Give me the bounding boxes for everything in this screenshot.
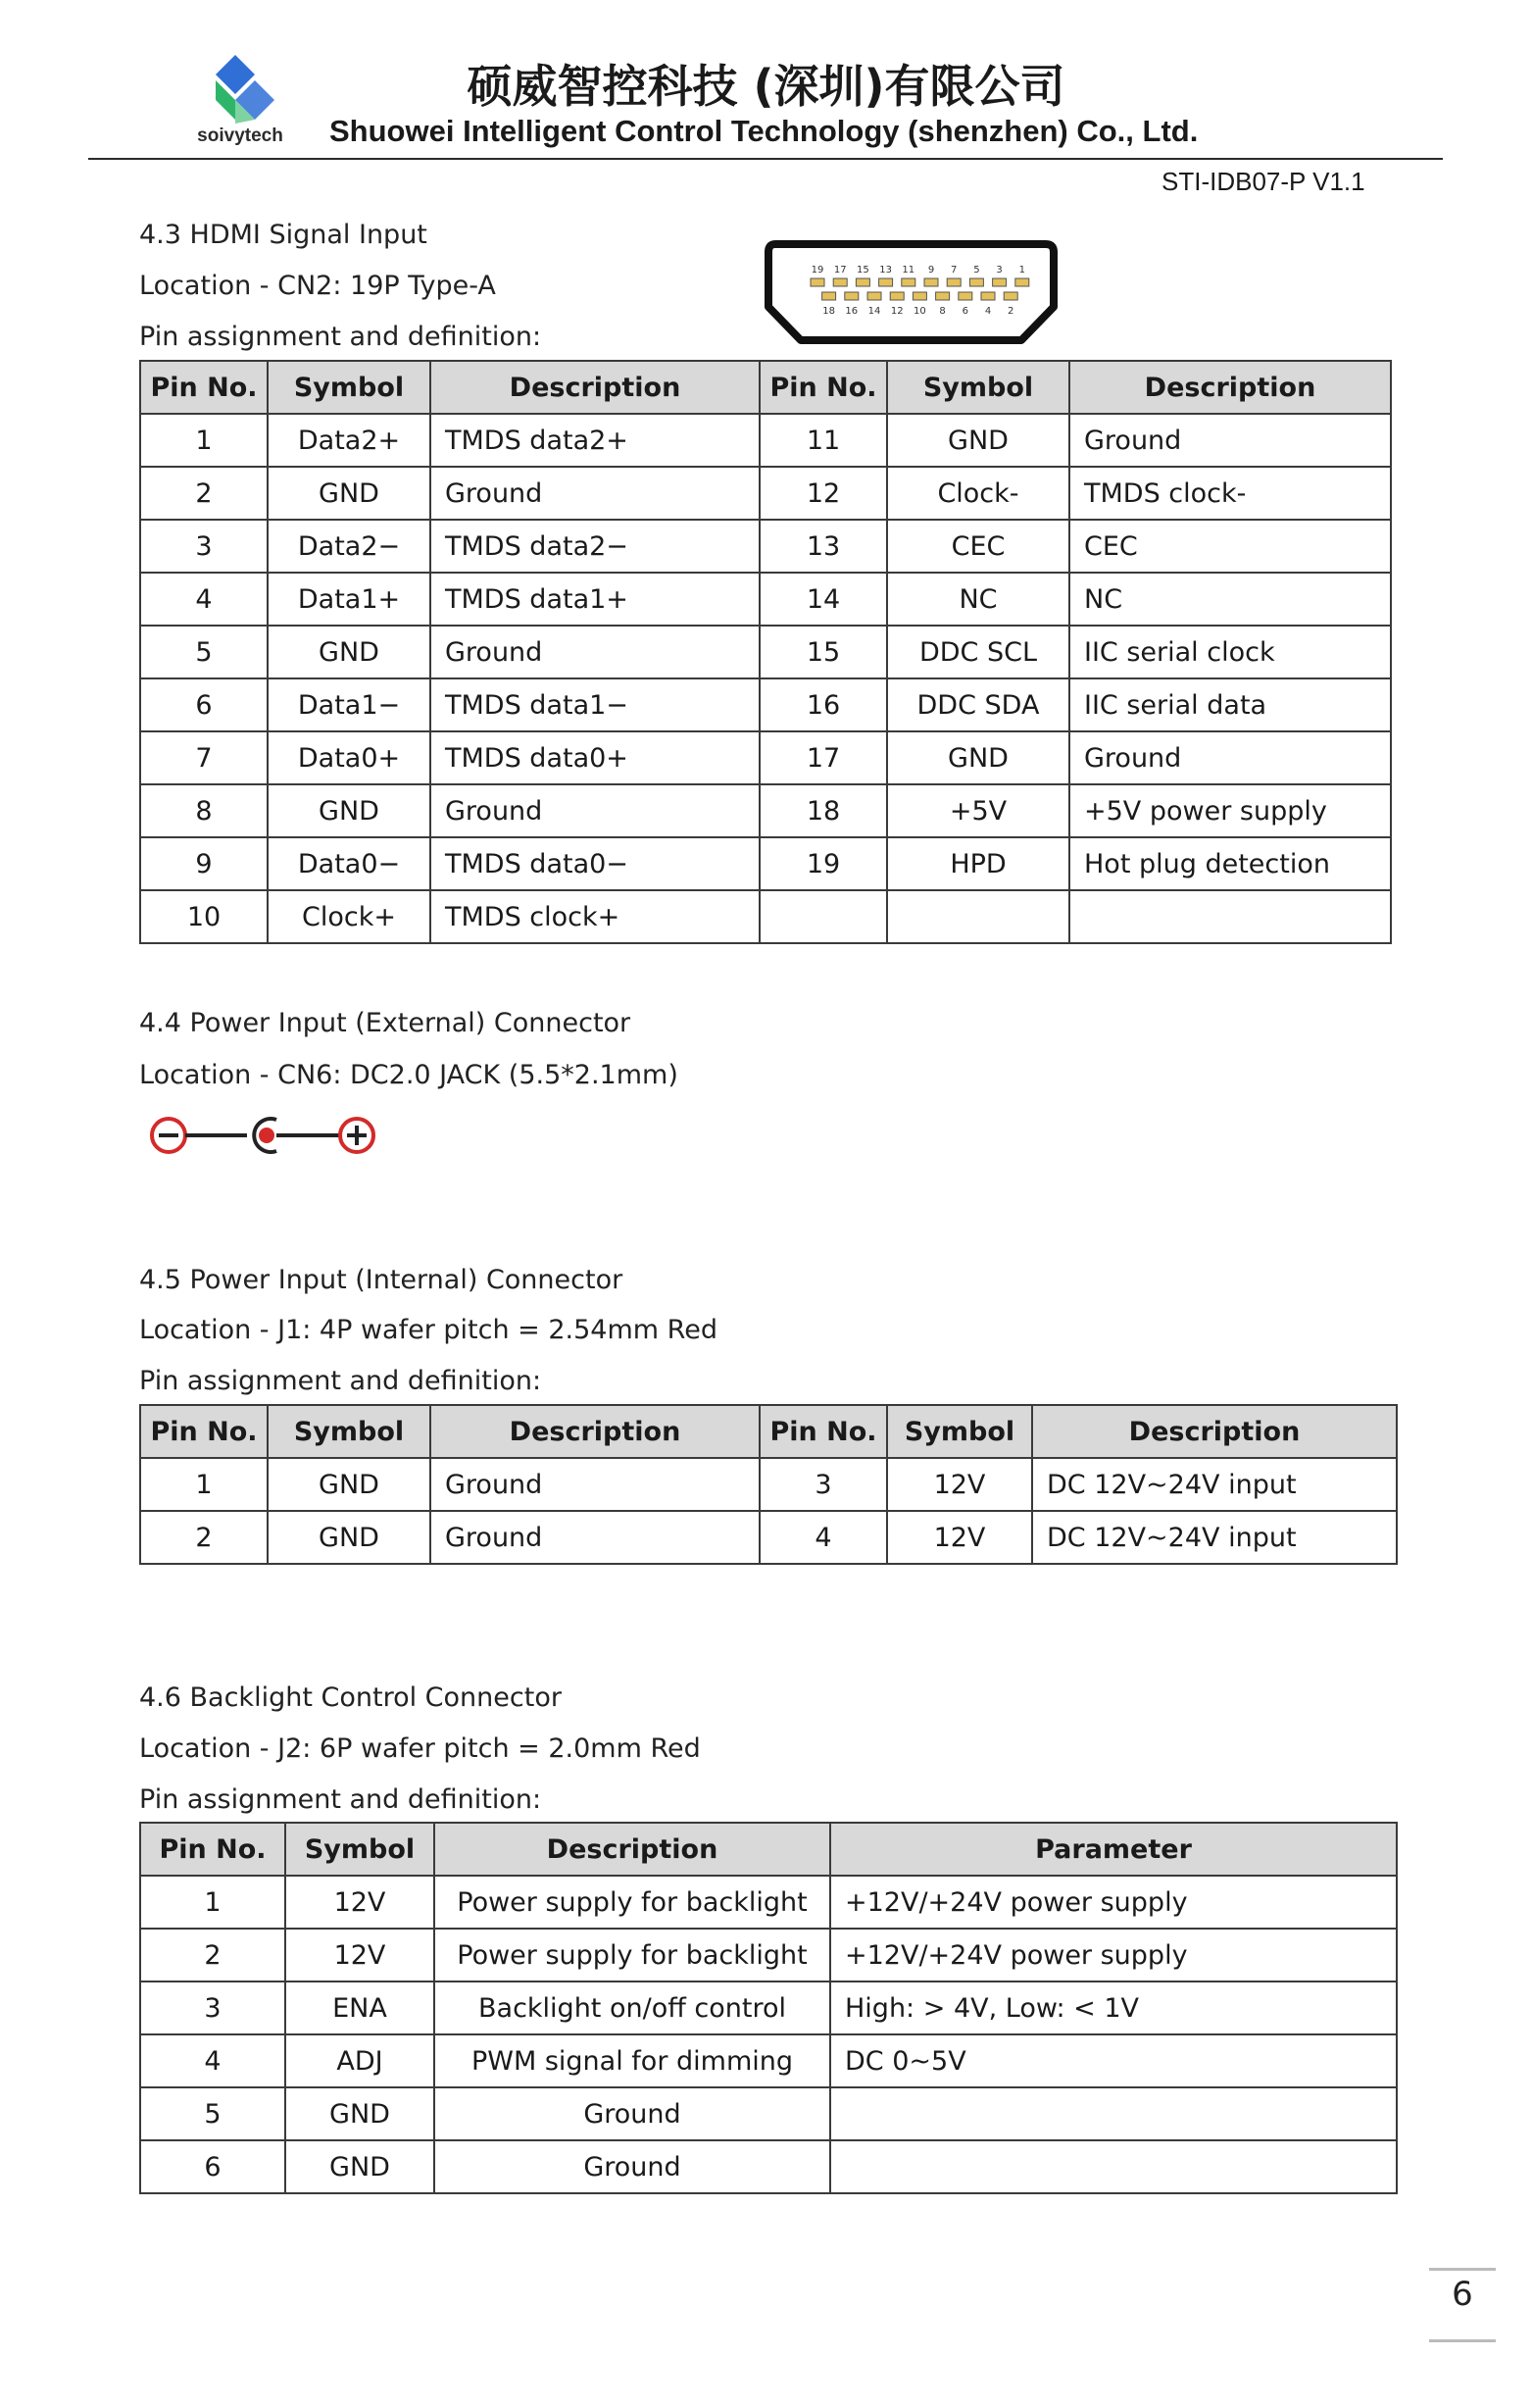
col-symbol-2: Symbol (887, 1405, 1032, 1458)
table-cell: PWM signal for dimming (434, 2034, 830, 2087)
table-cell: 5 (140, 2087, 285, 2140)
table-cell: Ground (1069, 731, 1391, 784)
table-cell: 4 (760, 1511, 887, 1564)
table-cell: Ground (430, 626, 760, 678)
table-cell: TMDS data0− (430, 837, 760, 890)
hdmi-heading: 4.3 HDMI Signal Input (139, 220, 427, 250)
hdmi-pin-number: 2 (1008, 306, 1014, 317)
table-cell: 8 (140, 784, 268, 837)
hdmi-pin-number: 9 (927, 265, 935, 276)
hdmi-contact (947, 278, 961, 286)
table-cell: ENA (285, 1982, 434, 2034)
table-cell: TMDS data1− (430, 678, 760, 731)
backlight-pin-table (139, 1822, 1398, 2194)
table-cell: 12V (285, 1929, 434, 1982)
hdmi-contact (1004, 292, 1017, 300)
table-row (140, 1458, 1397, 1511)
power-external-location: Location - CN6: DC2.0 JACK (5.5*2.1mm) (139, 1060, 678, 1090)
hdmi-connector-diagram (762, 238, 1061, 348)
table-cell: Power supply for backlight (434, 1876, 830, 1929)
table-row (140, 784, 1391, 837)
table-cell: Hot plug detection (1069, 837, 1391, 890)
company-name-english: Shuowei Intelligent Control Technology (shenzhen) Co., Ltd. (329, 114, 1199, 148)
hdmi-contact (981, 292, 995, 300)
table-cell: DDC SCL (887, 626, 1069, 678)
hdmi-contact (1015, 278, 1029, 286)
table-row (140, 678, 1391, 731)
table-cell: DC 12V~24V input (1032, 1458, 1397, 1511)
hdmi-pin-number: 15 (857, 265, 869, 276)
hdmi-contact (856, 278, 869, 286)
col-description-2: Description (1032, 1405, 1397, 1458)
col-pin-no-2: Pin No. (760, 361, 887, 414)
col-description-2: Description (1069, 361, 1391, 414)
table-row (140, 626, 1391, 678)
hdmi-pin-table (139, 360, 1392, 944)
table-cell: CEC (1069, 520, 1391, 573)
table-cell (760, 890, 887, 943)
table-cell: +12V/+24V power supply (830, 1929, 1397, 1982)
hdmi-contact (936, 292, 950, 300)
table-cell: Data2− (268, 520, 430, 573)
table-cell: GND (268, 1511, 430, 1564)
backlight-heading: 4.6 Backlight Control Connector (139, 1682, 562, 1713)
table-cell: 17 (760, 731, 887, 784)
col-description: Description (430, 361, 760, 414)
table-cell (1069, 890, 1391, 943)
table-header-row (140, 1823, 1397, 1876)
power-external-heading: 4.4 Power Input (External) Connector (139, 1008, 631, 1038)
table-row (140, 1982, 1397, 2034)
table-cell: 6 (140, 2140, 285, 2193)
table-row (140, 837, 1391, 890)
table-cell: GND (285, 2087, 434, 2140)
hdmi-pin-label: Pin assignment and definition: (139, 322, 542, 352)
hdmi-pin-number: 16 (845, 306, 859, 317)
table-cell: 12V (887, 1511, 1032, 1564)
table-cell: 3 (140, 1982, 285, 2034)
power-internal-heading: 4.5 Power Input (Internal) Connector (139, 1265, 623, 1295)
table-cell: 4 (140, 2034, 285, 2087)
table-cell: HPD (887, 837, 1069, 890)
col-parameter: Parameter (830, 1823, 1397, 1876)
hdmi-contact (822, 292, 836, 300)
table-cell: 12 (760, 467, 887, 520)
table-cell: DC 12V~24V input (1032, 1511, 1397, 1564)
table-cell: 1 (140, 1458, 268, 1511)
table-cell: Data0+ (268, 731, 430, 784)
table-cell: GND (285, 2140, 434, 2193)
table-cell: 7 (140, 731, 268, 784)
table-cell: GND (268, 784, 430, 837)
table-cell: 14 (760, 573, 887, 626)
table-cell: GND (268, 626, 430, 678)
table-row (140, 2034, 1397, 2087)
table-cell: DC 0~5V (830, 2034, 1397, 2087)
hdmi-contact (867, 292, 881, 300)
table-cell: TMDS data2+ (430, 414, 760, 467)
hdmi-contact (811, 278, 824, 286)
table-cell: Backlight on/off control (434, 1982, 830, 2034)
table-cell: 1 (140, 1876, 285, 1929)
col-pin-no-2: Pin No. (760, 1405, 887, 1458)
table-cell (887, 890, 1069, 943)
logo-text: soivytech (197, 125, 283, 146)
table-cell: 3 (760, 1458, 887, 1511)
hdmi-contact (833, 278, 847, 286)
table-row (140, 890, 1391, 943)
table-cell: TMDS data2− (430, 520, 760, 573)
hdmi-pin-number: 11 (902, 265, 915, 276)
table-cell: 11 (760, 414, 887, 467)
table-cell: Ground (430, 1458, 760, 1511)
table-cell: ADJ (285, 2034, 434, 2087)
table-header-row (140, 1405, 1397, 1458)
hdmi-pin-number: 14 (867, 306, 881, 317)
hdmi-contact (890, 292, 904, 300)
table-cell: 4 (140, 573, 268, 626)
table-cell: Power supply for backlight (434, 1929, 830, 1982)
hdmi-contact (993, 278, 1007, 286)
table-cell: TMDS data0+ (430, 731, 760, 784)
col-symbol: Symbol (268, 1405, 430, 1458)
table-cell: Data0− (268, 837, 430, 890)
hdmi-pin-number: 1 (1018, 265, 1025, 276)
table-cell (830, 2087, 1397, 2140)
table-cell (830, 2140, 1397, 2193)
page-number: 6 (1452, 2275, 1473, 2314)
table-cell: 16 (760, 678, 887, 731)
col-pin-no: Pin No. (140, 361, 268, 414)
dc-jack-polarity-icon (145, 1112, 382, 1159)
table-cell: Clock- (887, 467, 1069, 520)
col-symbol-2: Symbol (887, 361, 1069, 414)
table-cell: 3 (140, 520, 268, 573)
company-name-chinese: 硕威智控科技 (深圳)有限公司 (467, 60, 1065, 113)
table-cell: Data1+ (268, 573, 430, 626)
table-cell: Ground (430, 1511, 760, 1564)
hdmi-contact (969, 278, 983, 286)
table-cell: Data2+ (268, 414, 430, 467)
table-cell: GND (268, 467, 430, 520)
table-cell: 9 (140, 837, 268, 890)
table-cell: 13 (760, 520, 887, 573)
col-description: Description (430, 1405, 760, 1458)
hdmi-contact (924, 278, 938, 286)
table-cell: Data1− (268, 678, 430, 731)
table-cell: Clock+ (268, 890, 430, 943)
hdmi-pin-number: 13 (879, 265, 892, 276)
table-row (140, 731, 1391, 784)
table-cell: 2 (140, 467, 268, 520)
table-cell: 2 (140, 1511, 268, 1564)
hdmi-pin-number: 7 (951, 265, 958, 276)
hdmi-pin-number: 4 (984, 306, 992, 317)
table-cell: NC (887, 573, 1069, 626)
table-cell: Ground (434, 2087, 830, 2140)
table-cell: +5V (887, 784, 1069, 837)
table-cell: Ground (1069, 414, 1391, 467)
hdmi-pin-number: 6 (962, 306, 968, 317)
hdmi-location: Location - CN2: 19P Type-A (139, 271, 496, 301)
table-cell: 2 (140, 1929, 285, 1982)
table-cell: Ground (430, 784, 760, 837)
backlight-pin-label: Pin assignment and definition: (139, 1784, 542, 1815)
col-pin-no: Pin No. (140, 1405, 268, 1458)
table-cell: GND (887, 731, 1069, 784)
hdmi-pin-number: 17 (833, 265, 847, 276)
backlight-location: Location - J2: 6P wafer pitch = 2.0mm Red (139, 1733, 701, 1764)
table-cell: 10 (140, 890, 268, 943)
table-cell: Ground (434, 2140, 830, 2193)
hdmi-contact (959, 292, 972, 300)
table-row (140, 1511, 1397, 1564)
table-cell: 6 (140, 678, 268, 731)
col-pin-no: Pin No. (140, 1823, 285, 1876)
table-cell: NC (1069, 573, 1391, 626)
table-cell: TMDS clock- (1069, 467, 1391, 520)
hdmi-pin-number: 8 (939, 306, 946, 317)
table-row (140, 1876, 1397, 1929)
table-cell: 12V (887, 1458, 1032, 1511)
table-cell: 5 (140, 626, 268, 678)
table-cell: +5V power supply (1069, 784, 1391, 837)
hdmi-pin-number: 10 (914, 306, 926, 317)
hdmi-contact (913, 292, 926, 300)
hdmi-pin-number: 3 (996, 265, 1003, 276)
header-divider (88, 158, 1443, 160)
hdmi-pin-number: 12 (890, 306, 904, 317)
table-header-row (140, 361, 1391, 414)
table-row (140, 414, 1391, 467)
hdmi-pin-number: 19 (811, 265, 824, 276)
hdmi-contact (902, 278, 915, 286)
table-cell: GND (887, 414, 1069, 467)
col-description: Description (434, 1823, 830, 1876)
col-symbol: Symbol (268, 361, 430, 414)
table-cell: IIC serial clock (1069, 626, 1391, 678)
table-cell: +12V/+24V power supply (830, 1876, 1397, 1929)
table-cell: 15 (760, 626, 887, 678)
table-row (140, 1929, 1397, 1982)
table-row (140, 2087, 1397, 2140)
table-cell: 18 (760, 784, 887, 837)
document-id: STI-IDB07-P V1.1 (1161, 167, 1365, 196)
table-cell: DDC SDA (887, 678, 1069, 731)
table-cell: Ground (430, 467, 760, 520)
table-cell: 19 (760, 837, 887, 890)
hdmi-contact (879, 278, 893, 286)
table-row (140, 573, 1391, 626)
table-row (140, 467, 1391, 520)
table-cell: TMDS clock+ (430, 890, 760, 943)
table-cell: CEC (887, 520, 1069, 573)
table-cell: IIC serial data (1069, 678, 1391, 731)
hdmi-pin-number: 5 (973, 265, 980, 276)
hdmi-pin-number: 18 (822, 306, 835, 317)
table-row (140, 520, 1391, 573)
power-internal-location: Location - J1: 4P wafer pitch = 2.54mm Red (139, 1315, 717, 1345)
power-internal-pin-label: Pin assignment and definition: (139, 1366, 542, 1396)
power-internal-pin-table (139, 1404, 1398, 1565)
table-cell: 1 (140, 414, 268, 467)
table-cell: TMDS data1+ (430, 573, 760, 626)
hdmi-contact (845, 292, 859, 300)
table-cell: 12V (285, 1876, 434, 1929)
table-cell: GND (268, 1458, 430, 1511)
col-symbol: Symbol (285, 1823, 434, 1876)
table-row (140, 2140, 1397, 2193)
table-cell: High: > 4V, Low: < 1V (830, 1982, 1397, 2034)
